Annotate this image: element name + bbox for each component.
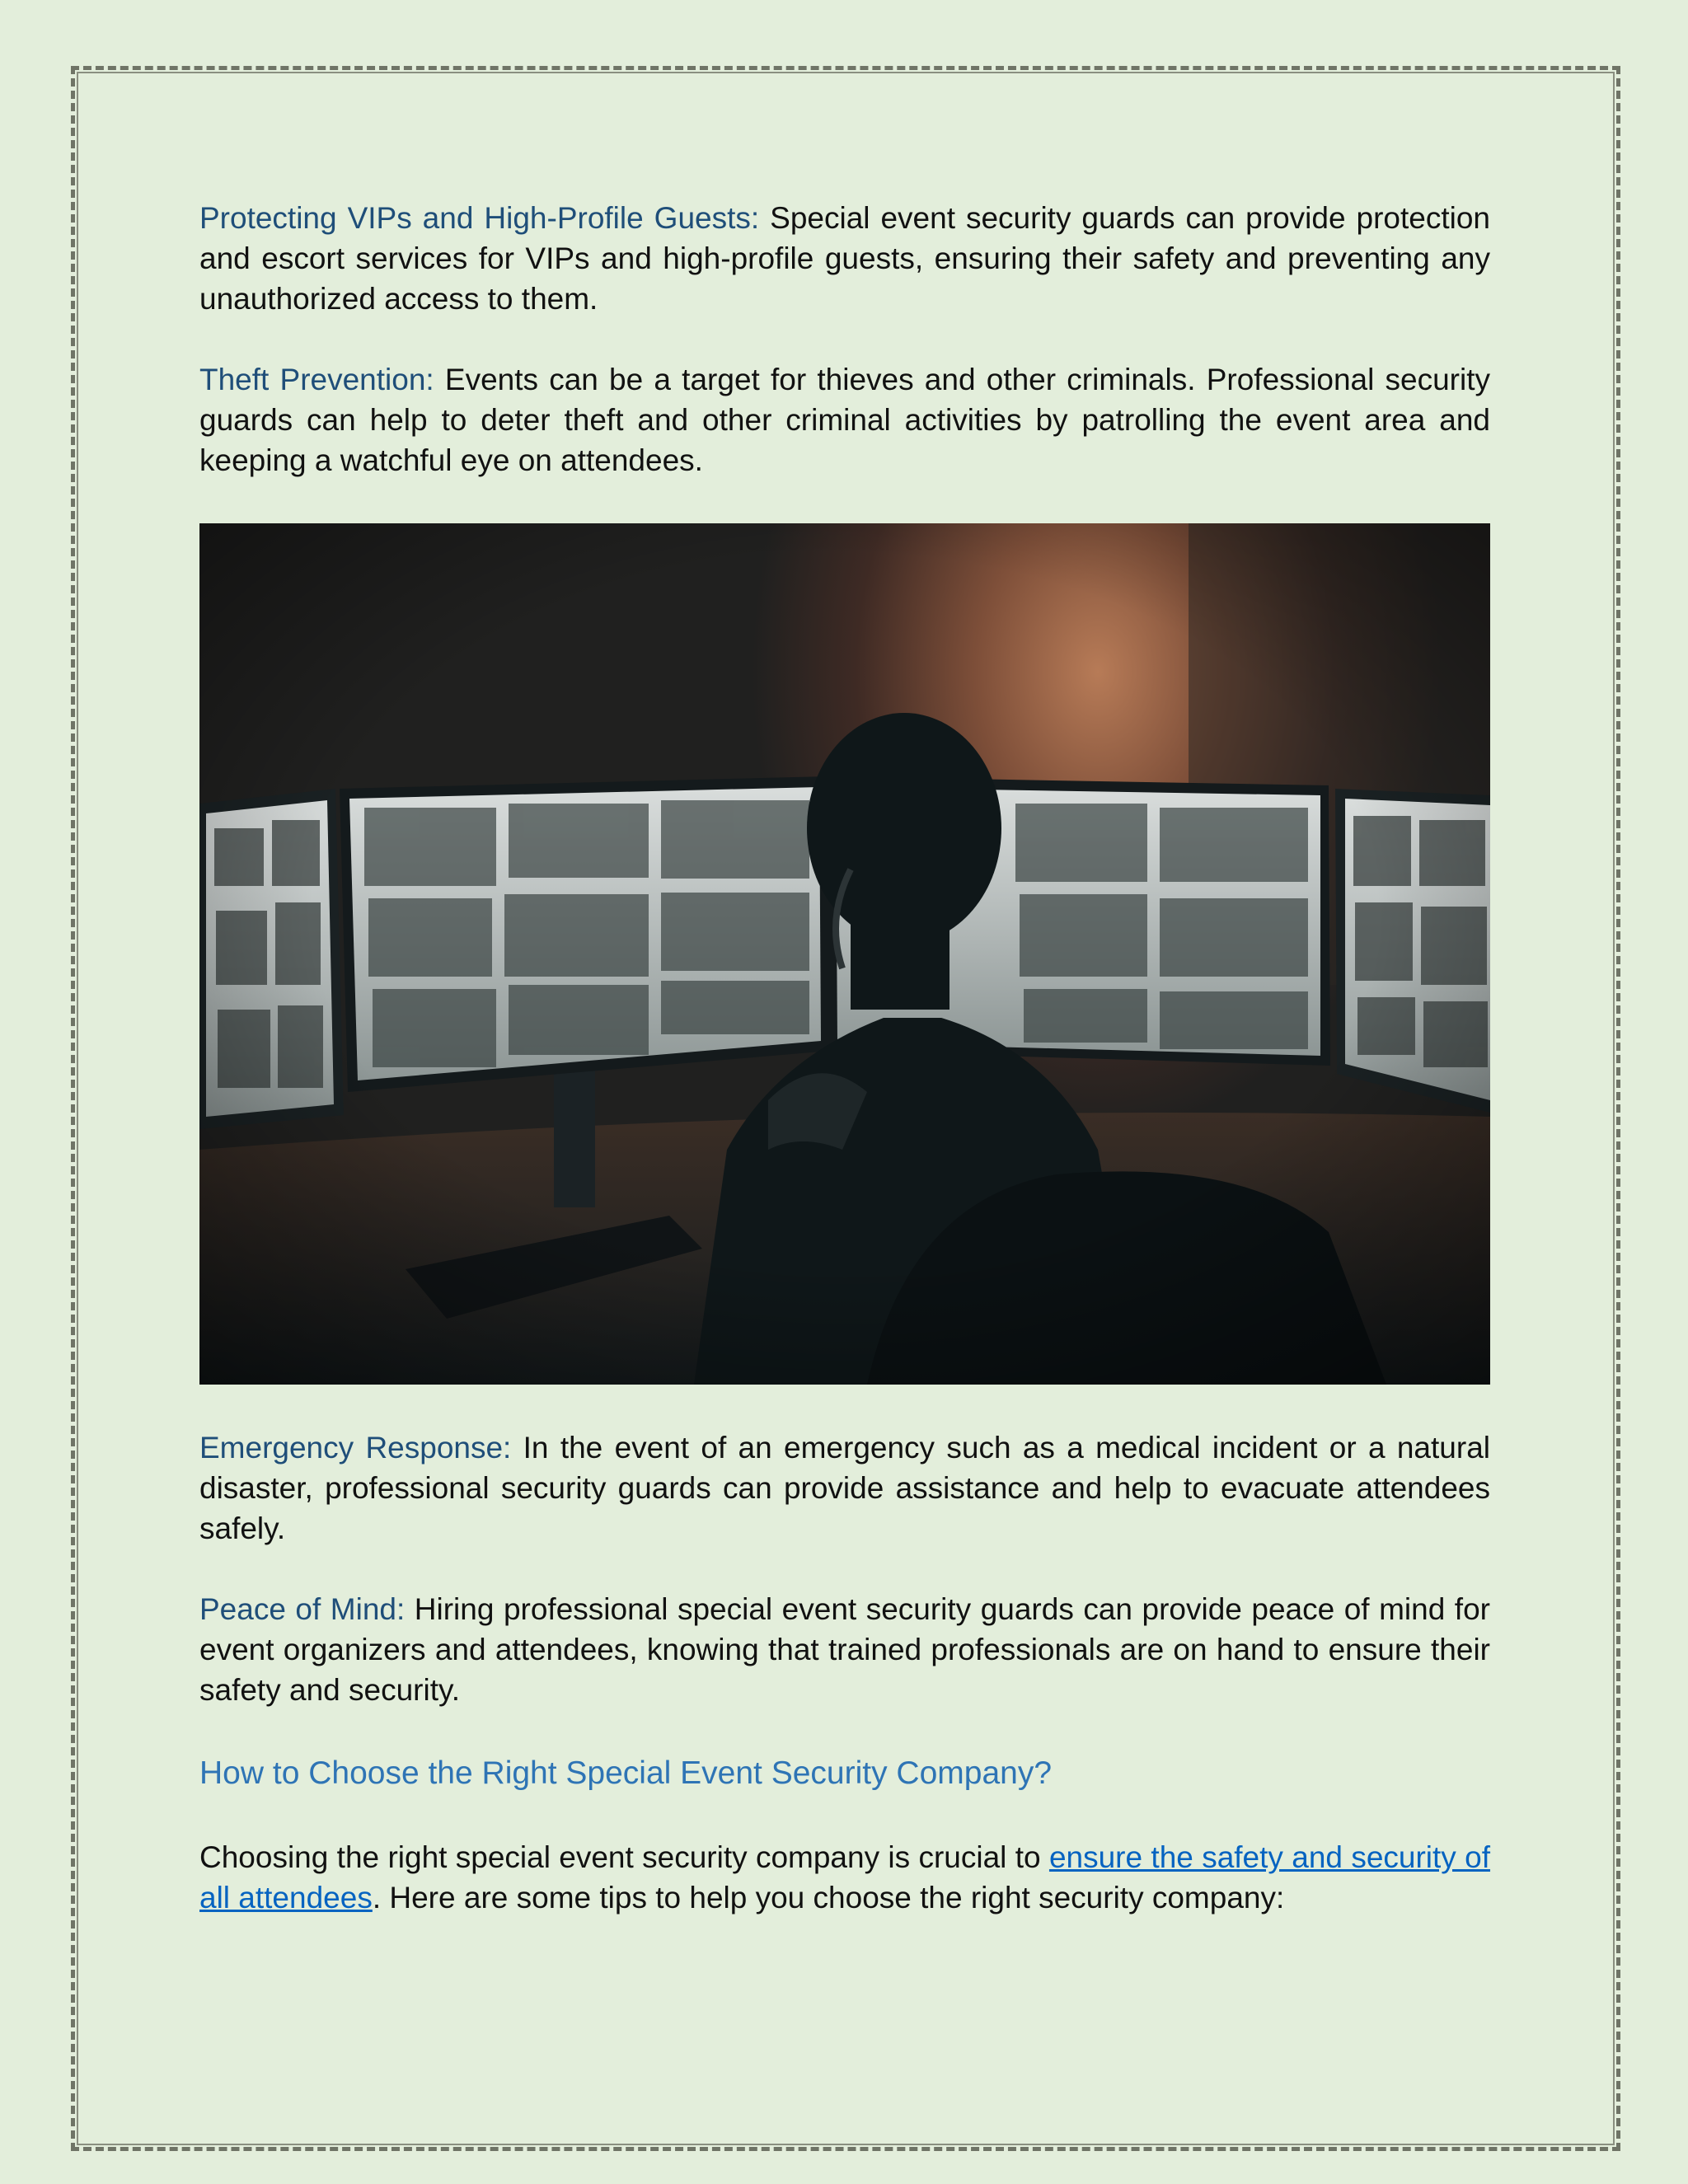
paragraph-emergency-response	[199, 1427, 1490, 1549]
paragraph-text: Events can be a target for thieves and other criminals. Professional security guards can help to deter theft and other criminal activities by patrolling the event area and keeping a watchful eye on attendees.	[199, 363, 1490, 477]
paragraph-lead: Emergency Response:	[199, 1431, 512, 1465]
paragraph-text: Hiring professional special event security guards can provide peace of mind for event organizers and attendees, knowing that trained professionals are on hand to ensure their safety and security.	[199, 1592, 1490, 1707]
paragraph-lead: Theft Prevention:	[199, 363, 434, 396]
paragraph-peace-of-mind	[199, 1589, 1490, 1710]
paragraph-lead: Peace of Mind:	[199, 1592, 406, 1626]
intro-text-before: Choosing the right special event security company is crucial to	[199, 1840, 1049, 1874]
paragraph-vip-protection	[199, 198, 1490, 319]
paragraph-text: In the event of an emergency such as a medical incident or a natural disaster, professional security guards can provide assistance and help to evacuate attendees safely.	[199, 1431, 1490, 1545]
paragraph-text: Special event security guards can provide protection and escort services for VIPs and high-profile guests, ensuring their safety and preventing any unauthorized access to them.	[199, 201, 1490, 316]
intro-paragraph	[199, 1837, 1490, 1918]
safety-link[interactable]: ensure the safety and security of all attendees	[199, 1840, 1491, 1915]
security-monitoring-photo	[199, 523, 1490, 1385]
paragraph-lead: Protecting VIPs and High-Profile Guests:	[199, 201, 760, 235]
document-content	[199, 198, 1490, 1918]
paragraph-theft-prevention	[199, 359, 1490, 480]
photo-vignette	[199, 523, 1490, 1385]
intro-text-after: . Here are some tips to help you choose the right security company:	[372, 1881, 1285, 1915]
section-heading: How to Choose the Right Special Event Security Company?	[199, 1755, 1053, 1791]
security-monitoring-illustration	[199, 523, 1490, 1385]
